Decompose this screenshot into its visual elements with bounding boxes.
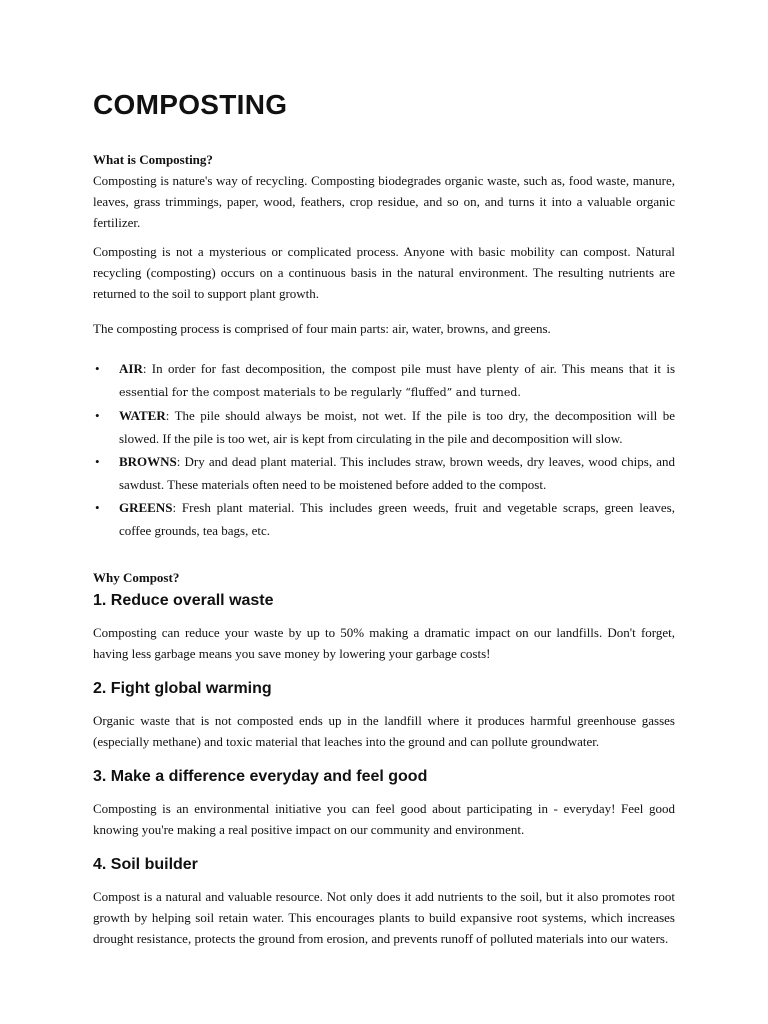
intro-paragraph-2: Composting is not a mysterious or complicated process. Anyone with basic mobility can compost. Natural recycling (composting) occurs on a continuous basis in the natural environment. The resulting nutrients are returned to the soil to support plant growth. — [93, 244, 675, 301]
bullet-icon: • — [95, 500, 100, 515]
sections — [93, 590, 675, 949]
section-heading: 1. Reduce overall waste — [93, 592, 274, 609]
text-air-cont: essential for the compost materials to be regularly “fluffed” and turned. — [119, 386, 521, 399]
term-greens: GREENS — [119, 500, 173, 515]
page-title: COMPOSTING — [93, 89, 288, 120]
text-water: : The pile should always be moist, not wet. If the pile is too dry, the decomposition will be slowed. If the pile is too wet, air is kept from circulating in the pile and decomposition will slow. — [119, 408, 675, 446]
intro-paragraph-3: The composting process is comprised of four main parts: air, water, browns, and greens. — [93, 321, 551, 336]
bullet-icon: • — [95, 361, 100, 376]
list-item-browns — [93, 450, 675, 496]
section-heading: 2. Fight global warming — [93, 680, 272, 697]
section-body: Organic waste that is not composted ends up in the landfill where it produces harmful greenhouse gasses (especially methane) and toxic material that leaches into the ground and can pollute groundwater. — [93, 713, 675, 749]
term-air: AIR — [119, 361, 143, 376]
section-global-warming — [93, 678, 675, 752]
why-compost-heading: Why Compost? — [93, 570, 180, 585]
section-body: Composting can reduce your waste by up to 50% making a dramatic impact on our landfills. Don't forget, having less garbage means you save money by lowering your garbage costs! — [93, 625, 675, 661]
section-body: Compost is a natural and valuable resource. Not only does it add nutrients to the soil, but it also promotes root growth by helping soil retain water. This encourages plants to build expansive root systems, which increases drought resistance, protects the ground from erosion, and prevents runoff of polluted materials into our waters. — [93, 889, 675, 946]
text-air: : In order for fast decomposition, the compost pile must have plenty of air. This means that it is — [142, 361, 675, 376]
term-browns: BROWNS — [119, 454, 177, 469]
list-item-air — [93, 357, 675, 404]
intro-paragraph-1: Composting is nature's way of recycling. Composting biodegrades organic waste, such as, food waste, manure, leaves, grass trimmings, paper, wood, feathers, crop residue, and so on, and turns it into a valuable organic fertilizer. — [93, 173, 675, 230]
section-body: Composting is an environmental initiative you can feel good about participating in - everyday! Feel good knowing you're making a real positive impact on our community and environment. — [93, 801, 675, 837]
term-water: WATER — [119, 408, 166, 423]
section-heading: 3. Make a difference everyday and feel good — [93, 768, 428, 785]
list-item-water — [93, 404, 675, 450]
section-make-difference — [93, 766, 675, 840]
list-item-greens — [93, 496, 675, 542]
compost-parts-list — [93, 357, 675, 542]
text-greens: : Fresh plant material. This includes green weeds, fruit and vegetable scraps, green leaves, coffee grounds, tea bags, etc. — [119, 500, 675, 538]
bullet-icon: • — [95, 408, 100, 423]
section-soil-builder — [93, 854, 675, 949]
section-heading: 4. Soil builder — [93, 856, 198, 873]
text-browns: : Dry and dead plant material. This includes straw, brown weeds, dry leaves, wood chips, and sawdust. These materials often need to be moistened before added to the compost. — [119, 454, 675, 492]
bullet-icon: • — [95, 454, 100, 469]
what-is-composting-heading: What is Composting? — [93, 152, 213, 167]
section-reduce-waste — [93, 590, 675, 664]
